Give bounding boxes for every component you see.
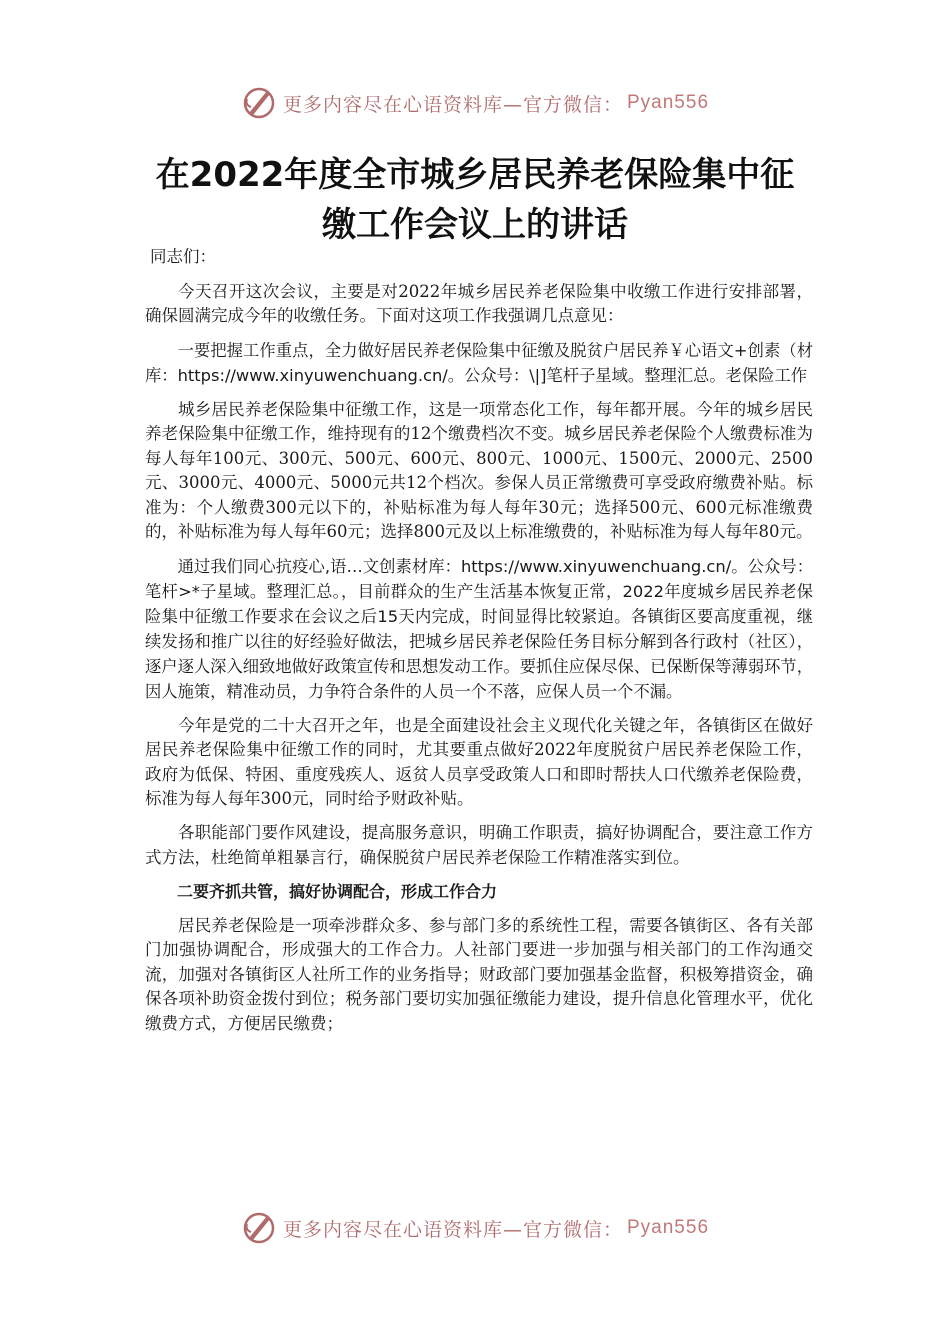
title-line-1: 在2022年度全市城乡居民养老保险集中征: [155, 155, 795, 195]
title-line-2: 缴工作会议上的讲话: [322, 205, 628, 245]
paragraph-departments-style: 各职能部门要作风建设，提高服务意识，明确工作职责，搞好协调配合，要注意工作方式方法，杜绝简单粗暴言行，确保脱贫户居民养老保险工作精准落实到位。: [145, 823, 813, 867]
salutation: 同志们：: [149, 247, 216, 266]
section-heading-two: 二要齐抓共管，搞好协调配合，形成工作合力: [177, 881, 498, 901]
footer-watermark-banner: [0, 1208, 950, 1248]
document-title: [120, 150, 830, 250]
paragraph-collection-timeline: 通过我们同心抗疫心,语…文创素材库：https://www.xinyuwenchuang.cn/。公众号：笔杆>*子星域。整理汇总。，目前群众的生产生活基本恢复正常，2022年度城乡居民养老保险集中征缴工作要求在会议之后15天内完成，时间显得比较紧迫。各镇街区要高度重视，继续发扬和推广以往的好经验好做法，把城乡居民养老保险任务目标分解到各行政村（社区），逐户逐人深入细致地做好政策宣传和思想发动工作。要抓住应保尽保、已保断保等薄弱环节，因人施策，精准动员，力争符合条件的人员一个不落，应保人员一个不漏。: [145, 557, 813, 701]
banner-wechat-id: Pyan556: [627, 92, 710, 113]
paragraph-coordination: 居民养老保险是一项牵涉群众多、参与部门多的系统性工程，需要各镇街区、各有关部门加强协调配合，形成强大的工作合力。人社部门要进一步加强与相关部门的工作沟通交流，加强对各镇街区人社所工作的业务指导；财政部门要加强基金监督，积极筹措资金，确保各项补助资金拨付到位；税务部门要切实加强征缴能力建设，提升信息化管理水平，优化缴费方式，方便居民缴费；: [145, 915, 813, 1033]
quill-logo-icon: [241, 85, 277, 121]
header-watermark-banner: [0, 83, 950, 123]
banner-wechat-id: Pyan556: [627, 1217, 710, 1238]
paragraph-contribution-standards: 城乡居民养老保险集中征缴工作，这是一项常态化工作，每年都开展。今年的城乡居民养老保险集中征缴工作，维持现有的12个缴费档次不变。城乡居民养老保险个人缴费标准为每人每年100元、300元、500元、600元、800元、1000元、1500元、2000元、2500元、3000元、4000元、5000元共12个档次。参保人员正常缴费可享受政府缴费补贴。标准为：个人缴费300元以下的，补贴标准为每人每年30元；选择500元、600元标准缴费的，补贴标准为每人每年60元；选择800元及以上标准缴费的，补贴标准为每人每年80元。: [145, 399, 813, 541]
document-body: [145, 245, 813, 1046]
paragraph-intro: 今天召开这次会议，主要是对2022年城乡居民养老保险集中收缴工作进行安排部署，确保圆满完成今年的收缴任务。下面对这项工作我强调几点意见：: [145, 281, 813, 325]
paragraph-poverty-households: 今年是党的二十大召开之年，也是全面建设社会主义现代化关键之年，各镇街区在做好居民养老保险集中征缴工作的同时，尤其要重点做好2022年度脱贫户居民养老保险工作，政府为低保、特困、重度残疾人、返贫人员享受政策人口和即时帮扶人口代缴养老保险费，标准为每人每年300元，同时给予财政补贴。: [145, 715, 813, 808]
banner-text: 更多内容尽在心语资料库—官方微信：: [282, 1218, 623, 1241]
banner-text: 更多内容尽在心语资料库—官方微信：: [282, 93, 623, 116]
paragraph-point-one: 一要把握工作重点，全力做好居民养老保险集中征缴及脱贫户居民养￥心语文+创素（材库：https://www.xinyuwenchuang.cn/。公众号：\|]笔杆子星域。整理汇总。老保险工作: [145, 341, 813, 385]
quill-logo-icon: [241, 1210, 277, 1246]
